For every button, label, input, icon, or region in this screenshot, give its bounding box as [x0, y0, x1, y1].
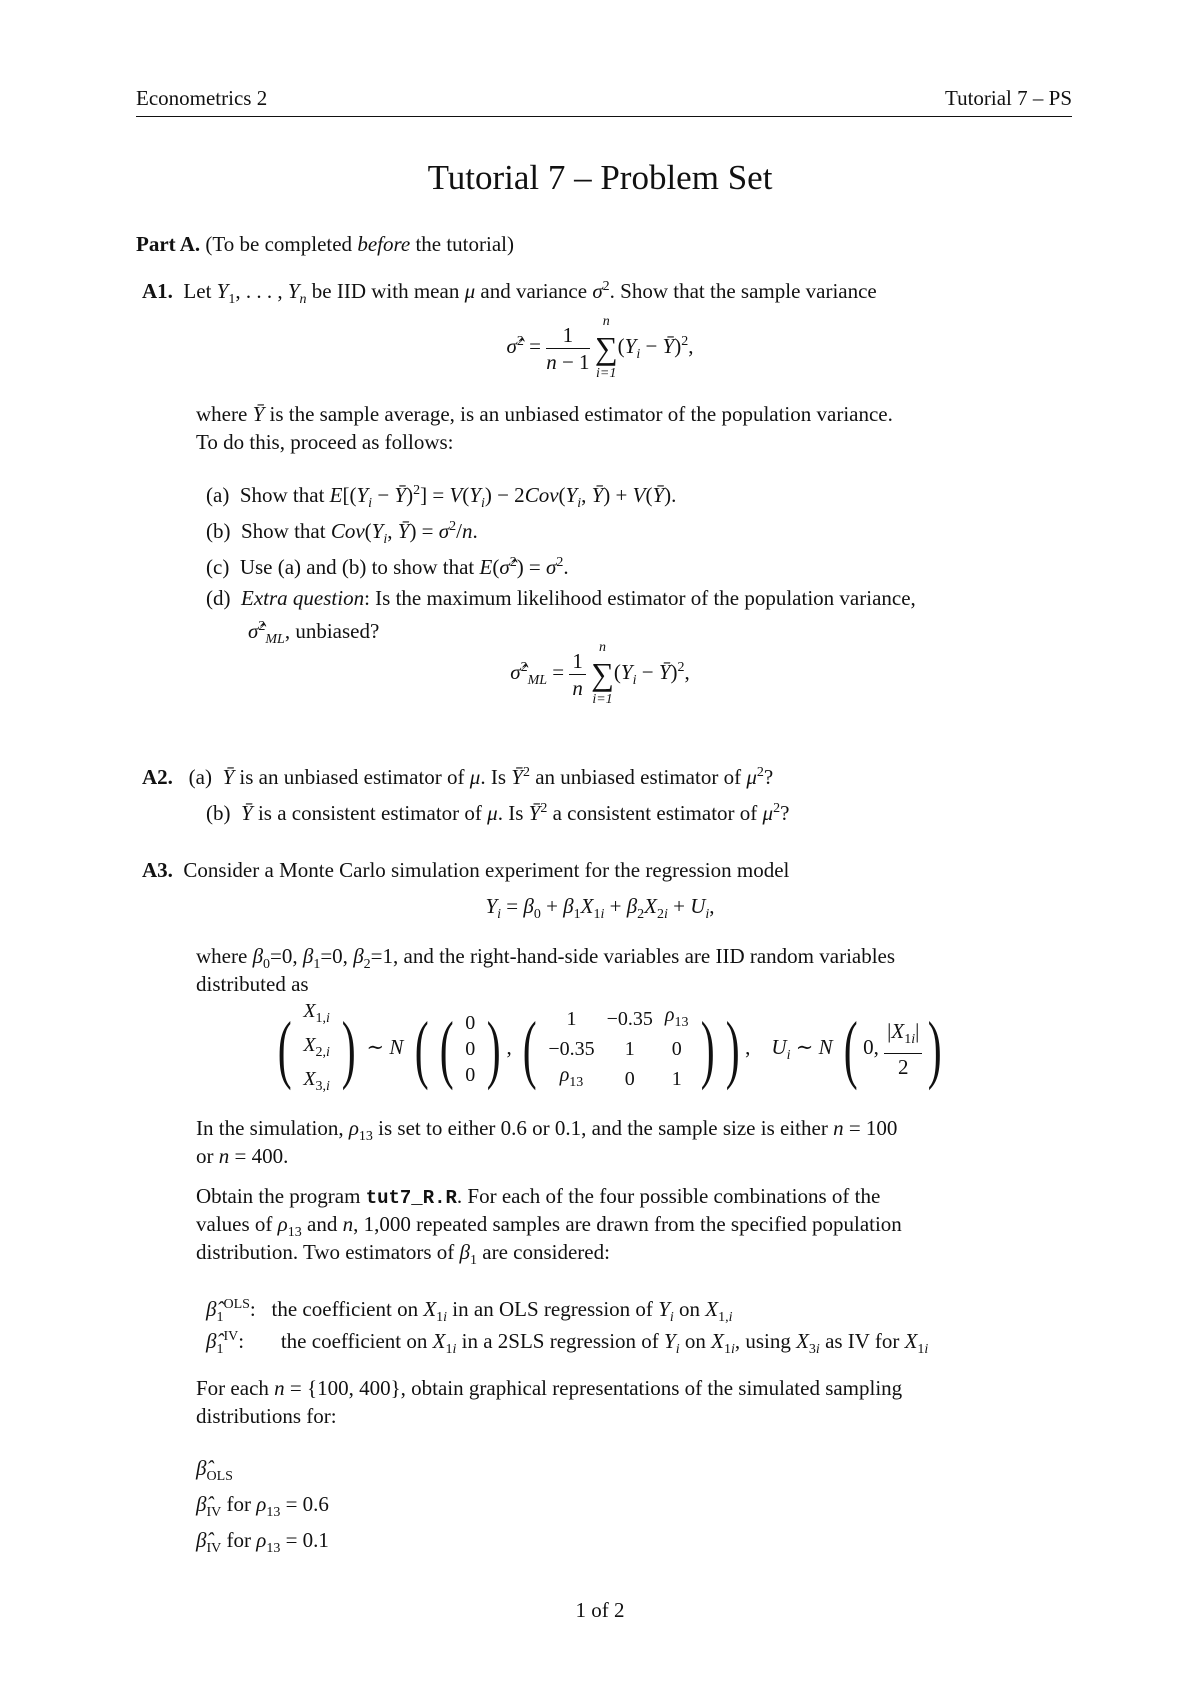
- a1-item-d-cont: σ̂$^2_{ML}$, unbiased?: [248, 619, 380, 648]
- a3-intro: A3. Consider a Monte Carlo simulation experiment for the regression model: [142, 858, 790, 882]
- iv-estimator-row: $\betâ_1^{IV}$: the coefficient on $X_{1i}$ in a 2SLS regression of $Y_i$ on $X_{1i}$, using $X_{3i}$ as IV for $X_{1i}$: [206, 1329, 929, 1358]
- question-label: A2.: [142, 765, 173, 789]
- distribution-equation: ( $X_{1,i}$ $X_{2,i}$ $X_{3,i}$ ) ∼ N ( ( 0 0 0 ) , ( 1 −0.35 $\rho_{13}$ −0.35 1 0 $\rho_{13}$ 0 1 ) ) , $U_i$ ∼ N ( 0, $\frac{|X_{1i}|}{2}$ ): [277, 1000, 942, 1094]
- regression-model-equation: $Y_i = \beta_0 + \beta_1X_{1i} + \beta_2X_{2i} + U_i$,: [485, 894, 715, 923]
- a3-simulation: In the simulation, $\rho_{13}$ is set to either 0.6 or 0.1, and the sample size is either n = 100: [196, 1116, 898, 1145]
- list-item: $\betâ_{IV}$ for $\rho_{13} = 0.1$: [196, 1528, 329, 1557]
- list-item: $\betâ_{OLS}$: [196, 1456, 233, 1485]
- question-label: A1.: [142, 279, 173, 303]
- a1-where: where Ȳ is the sample average, is an unbiased estimator of the population variance.: [196, 402, 893, 426]
- a3-for-each: For each n = {100, 400}, obtain graphical representations of the simulated sampling: [196, 1376, 903, 1400]
- ols-estimator-row: $\betâ_1^{OLS}$: the coefficient on $X_{1i}$ in an OLS regression of $Y_i$ on $X_{1,i}$: [206, 1297, 733, 1326]
- program-filename: tut7_R.R: [365, 1187, 457, 1209]
- a2-item-b: (b) Ȳ is a consistent estimator of μ. Is $Ȳ^2$ a consistent estimator of $\mu^2$?: [206, 801, 790, 825]
- a1-item-d: (d) Extra question: Is the maximum likelihood estimator of the population variance,: [206, 586, 916, 610]
- a1-item-b: (b) Show that $Cov(Y_i$, Ȳ) = $\sigma^2/n$.: [206, 519, 478, 548]
- a3-program-cont2: distribution. Two estimators of $\beta_1$ are considered:: [196, 1240, 610, 1269]
- a1-item-c: (c) Use (a) and (b) to show that E(σ̂$^2$) = $\sigma^2$.: [206, 555, 569, 579]
- a3-distributed: distributed as: [196, 972, 309, 996]
- sample-variance-equation: σ̂$^2$ = $\frac{1}{n - 1}$ n ∑ i=1 ($Y_i$ − Ȳ)$^2$,: [506, 314, 694, 381]
- list-item: $\betâ_{IV}$ for $\rho_{13} = 0.6$: [196, 1492, 329, 1521]
- a2-item-a: A2. (a) Ȳ is an unbiased estimator of μ. Is $Ȳ^2$ an unbiased estimator of $\mu^2$?: [142, 765, 774, 789]
- a3-for-each-cont: distributions for:: [196, 1404, 337, 1428]
- running-header: [136, 86, 1072, 117]
- a1-item-a: (a) Show that $E[(Y_i$ − Ȳ)$^2$] = $V(Y_i) - 2Cov(Y_i$, Ȳ) + V(Ȳ).: [206, 483, 677, 512]
- ml-variance-equation: σ̂$^2_{ML}$ = $\frac{1}{n}$ n ∑ i=1 ($Y_i$ − Ȳ)$^2$,: [510, 640, 690, 707]
- course-name: Econometrics 2: [136, 86, 268, 110]
- page-title: Tutorial 7 – Problem Set: [427, 158, 773, 197]
- a3-simulation-cont: or n = 400.: [196, 1144, 289, 1168]
- a3-where: where $\beta_0=0$, $\beta_1=0$, $\beta_2=1$, and the right-hand-side variables are IID random variables: [196, 944, 896, 973]
- question-label: A3.: [142, 858, 173, 882]
- page-number: 1 of 2: [575, 1598, 625, 1622]
- a3-program: Obtain the program tut7_R.R. For each of the four possible combinations of the: [196, 1184, 881, 1209]
- a1-todo: To do this, proceed as follows:: [196, 430, 454, 454]
- a1-intro: A1. Let $Y_1$, . . . , $Y_n$ be IID with mean μ and variance $\sigma^2$. Show that the sample variance: [142, 279, 877, 308]
- tutorial-tag: Tutorial 7 – PS: [944, 86, 1072, 110]
- part-a-heading: Part A. (To be completed before the tutorial): [136, 232, 514, 256]
- a3-program-cont: values of $\rho_{13}$ and n, 1,000 repeated samples are drawn from the specified population: [196, 1212, 902, 1241]
